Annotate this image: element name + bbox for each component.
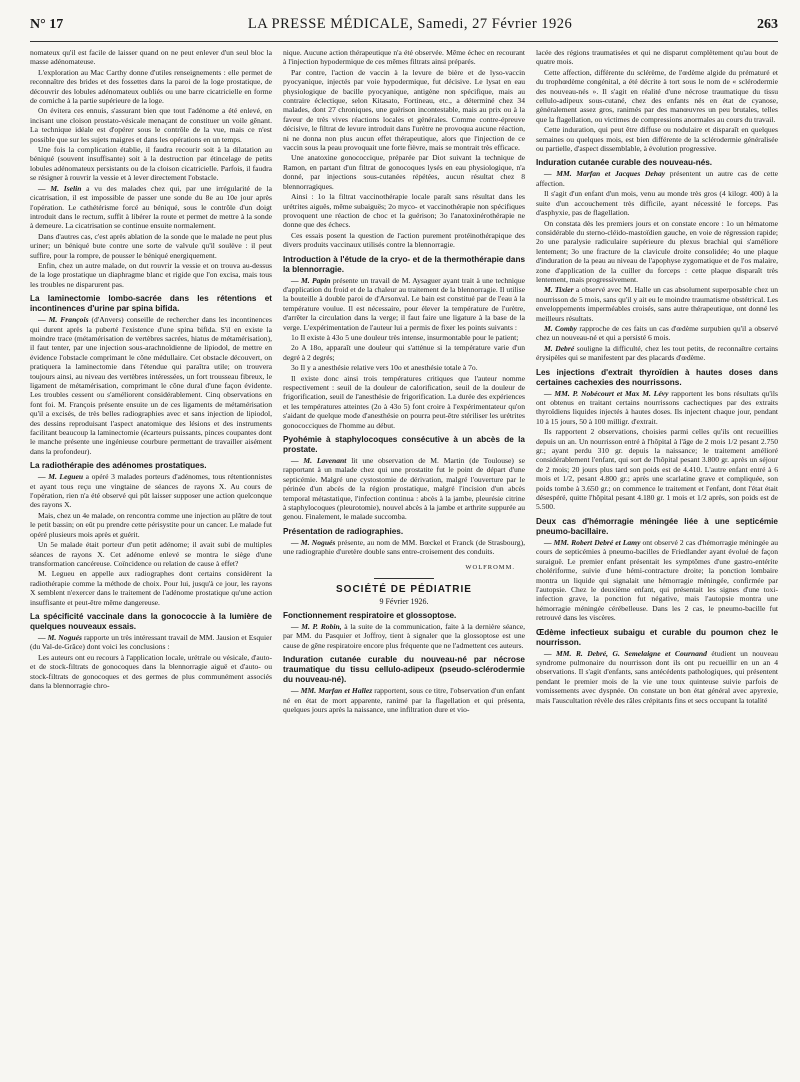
paragraph <box>536 389 778 427</box>
journal-title: LA PRESSE MÉDICALE, Samedi, 27 Février 1926 <box>247 16 573 32</box>
column-3 <box>536 48 778 1078</box>
page-header <box>30 16 778 42</box>
paragraph: Un 5e malade était porteur d'un petit adénome; il avait subi de multiples séances de rayons X. Cet adénome enlevé se montra le siège d'une transformation cancéreuse. Coïncidence ou relation de cause à effet? <box>30 540 272 568</box>
paragraph: nomateux qu'il est facile de laisser quand on ne peut enlever d'un seul bloc la masse adénomateuse. <box>30 48 272 67</box>
paragraph: On constata dès les premiers jours et on constate encore : 1o un hématome considérable du sterno-cléido-mastoïdien gauche, en voie de régression rapide; 2o une paralysie radiculaire supérieure du plexus brachial qui s'améliore lentement; 3o une fracture de la clavicule droite consolidée; 4o une plaque d'induration de la peau au niveau de l'apophyse zygomatique et de l'os malaire, zone d'application de la cuiller du forceps : cette plaque disparaît très lentement, mais progressivement. <box>536 218 778 284</box>
paragraph-text: a observé avec M. Halle un cas absolument superposable chez un nourrisson de 5 mois, sans qu'il y ait eu le moindre traumatisme obstétrical. Les enveloppements imperméables croisés, sans autre thérapeutique, ont donné les meilleurs résultats. <box>536 285 778 323</box>
paragraph <box>283 686 525 714</box>
paragraph-text: présente un travail de M. Aysaguer ayant trait à une technique d'application du froid et de la chaleur au traitement de la blennorragie. Il utilise la bouteille à double paroi de d'Arsonval. Le bain est constitué par de l'eau à la température voulue. Il est nécessaire, pour élever la température de l'urètre, d'arrêter la circulation dans la verge; il faut faire une ligature à la base de la verge. L'expérimentation de l'auteur lui a permis de fixer les points suivants : <box>283 275 525 332</box>
paragraph-text: rapportent, sous ce titre, l'observation d'un enfant né en état de mort apparente, ranimé par la flagellation et qui présenta, quelques jours après la naissance, une infiltration dure et vio- <box>283 686 525 714</box>
session-date: 9 Février 1926. <box>379 596 429 606</box>
column-2 <box>283 48 525 1078</box>
author: — MM. P. Nobécourt et Max M. Lévy <box>544 388 669 398</box>
author: — MM. R. Debré, G. Semelaigne et Cournand <box>544 648 707 658</box>
paragraph-text: ont observé 2 cas d'hémorragie méningée au cours de septicémies à pneumo-bacilles de Friedlander ayant évolué de façon suraiguë. Le premier enfant présentait les symptômes d'une gastro-entérite cholériforme, suivie d'une hémi-contracture droite; la ponction lombaire montra un liquide qui signalait une hémorragie méningée, confirmée par l'autopsie. Chez le deuxième enfant, qui présentait les signes d'une toxi-infection grave, la ponction fut négative, mais l'autopsie montra une hémorragie méningée cérébelleuse. Dans les 2 cas, le pneumo-bacille fut retrouvé dans les viscères. <box>536 537 778 623</box>
article-heading: Fonctionnement respiratoire et glossoptose. <box>283 610 457 620</box>
paragraph <box>283 456 525 522</box>
paragraph-text: rapportent les bons résultats qu'ils ont obtenus en traitant certains nourrissons cachectiques par des extraits thyroïdiens liquides injectés à hautes doses. Ils injectent chaque jour, pendant 10 à 15 jours, 50 à 100 milligr. d'extrait. <box>536 388 778 426</box>
column-1 <box>30 48 272 1078</box>
paragraph-text: rapproche de ces faits un cas d'œdème surpubien qu'il a observé chez un nouveau-né et qui a persisté 6 mois. <box>536 323 778 343</box>
divider <box>374 578 434 579</box>
paragraph: 2o A 18o, apparaît une douleur qui s'atténue si la température varie d'un degré à 2 degrés; <box>283 343 525 362</box>
article-heading: Présentation de radiographies. <box>283 526 404 536</box>
paragraph: Ces essais posent la question de l'action purement protéinothérapique des divers produits vaccinaux utilisés contre la blennorragie. <box>283 230 525 250</box>
article-heading: Les injections d'extrait thyroïdien à hautes doses dans certaines cachexies des nourrissons. <box>536 367 778 387</box>
article-heading: Deux cas d'hémorragie méningée liée à une septicémie pneumo-bacillaire. <box>536 516 778 536</box>
paragraph: Cette affection, différente du sclérème, de l'œdème algide du prématuré et du trophœdème congénital, a été décrite à tort sous le nom de « sclérodermie des nouveau-nés ». Il s'agit en réalité d'une nécrose traumatique du tissu cellulo-adipeux sous-cutané, chez des enfants nés en état de cyanose, généralement assez gros, ranimés par des manœuvres un peu brutales, telles que la flagellation, ou victimes de compressions anormales au cours du travail. <box>536 67 778 124</box>
author: M. Debré <box>544 343 575 353</box>
paragraph-text: étudient un nouveau syndrome pulmonaire du nourrisson dont ils ont pu recueillir en un an 4 observations. Il s'agit d'enfants, sans antécédents pathologiques, qui présentent pendant le premier mois de la vie une toux quinteuse suivie parfois de vomissements avec dyspnée. On constate un bon état général avec apyrexie, mais l'auscultation révèle des râles crépitants fins et secs occupant la totalité <box>536 648 778 705</box>
issue-number: N° 17 <box>30 17 64 32</box>
article-heading: Induration cutanée curable du nouveau-né par nécrose traumatique du tissu cellulo-adipeux (pseudo-sclérodermie du nouveau-né). <box>283 655 525 685</box>
paragraph: Il s'agit d'un enfant d'un mois, venu au monde très gros (4 kilogr. 400) à la suite d'un accouchement très difficile, ayant nécessité le forceps. Pas d'asphyxie, pas de flagellation. <box>536 189 778 218</box>
paragraph <box>536 649 778 705</box>
paragraph-text: présentent un autre cas de cette affection. <box>536 169 778 188</box>
paragraph <box>283 622 525 650</box>
paragraph: Ils rapportent 2 observations, choisies parmi celles qu'ils ont recueillies depuis un an. Un nourrisson entré à l'hôpital à l'âge de 2 mois 1/2 pesant 2.750 gr.; ayant perdu 310 gr. depuis la naissance; le traitement amélioré considérablement l'enfant, qui sort de l'hôpital pesant 3.800 gr. après un séjour de 2 mois; 20 jours plus tard son poids est de 4.410. L'autre enfant entré à 6 mois et 1/2, pesant 4.800 gr.; après une scarlatine grave et compliquée, son poids tombe à 3.650 gr.; on commence le traitement et l'enfant, dont l'état était désespéré, quitte l'hôpital pesant 4.180 gr. 1 mois et 1/2 après, son poids est de 5.500. <box>536 427 778 512</box>
signature: WOLFROMM. <box>465 563 515 571</box>
author: — MM. Marfan et Jacques Dehay <box>544 169 666 179</box>
paragraph <box>536 344 778 363</box>
author: — M. Nogués <box>38 632 82 642</box>
paragraph: L'exploration au Mac Carthy donne d'utiles renseignements : elle permet de reconnaître des brides et des fossettes dans la paroi de la loge prostatique, de découvrir des lobules adénomateux oubliés ou une barre cicatricielle en forme de corniche à la partie supérieure de la loge. <box>30 67 272 106</box>
paragraph-text: à la suite de la communication, faite à la dernière séance, par MM. du Pasquier et Joffroy, tient à signaler que la glossoptose est une cause de gêne respiratoire encore plus fréquente que ne l'admettent ces auteurs. <box>283 621 525 650</box>
author: M. Comby <box>544 323 577 333</box>
paragraph: M. Legueu en appelle aux radiographes dont certains considèrent la radiothérapie comme la méthode de choix. Pour lui, jusqu'à ce jour, les rayons X semblent n'exercer dans le traitement de l'adénome prostatique qu'une action insuffisante et peut-être même dangereuse. <box>30 569 272 607</box>
author: M. Tixier <box>544 285 574 295</box>
paragraph: Enfin, chez un autre malade, on dut rouvrir la vessie et on trouva au-dessus de la loge prostatique un diaphragme blanc et rigide que l'on excisa, mais tous les troubles ne disparurent pas. <box>30 260 272 289</box>
paragraph: On évitera ces ennuis, s'assurant bien que tout l'adénome a été enlevé, en incisant une cloison prostato-vésicale menaçant de constituer un voile gênant. La technique idéale est d'opérer sous le contrôle de la vue, mais ce n'est possible que sur les sujets maigres et dans les opérations en un temps. <box>30 106 272 144</box>
author: — M. Iselin <box>38 183 82 193</box>
author: — M. P. Robin, <box>291 621 342 631</box>
author: — MM. Marfan et Hallez <box>291 686 373 696</box>
paragraph: lacée des régions traumatisées et qui ne disparut complètement qu'au bout de quatre mois. <box>536 48 778 67</box>
author: — M. Lavenant <box>291 456 347 466</box>
paragraph: Ainsi : 1o la filtrat vaccinothérapie locale paraît sans résultat dans les urétrites aiguës, même subaiguës; 2o myco- et vaccinothérapie non spécifiques provoquent une réaction de choc et la guérison; 3o l'anatoxinérothérapie ne donne que des échecs. <box>283 192 525 230</box>
paragraph: Cette induration, qui peut être diffuse ou nodulaire et disparaît en quelques semaines ou quelques mois, est bien différente de la sclérodermie généralisée ou partielle, d'aspect dissemblable, à évolution progressive. <box>536 125 778 154</box>
paragraph: Une anatoxine gonococcique, préparée par Diot suivant la technique de Ramon, en partant d'un filtrat de gonocoques lysés en eau physiologique, n'a donné, par injections sous-cutanées répétées, aucun résultat chez 8 blennorragiques. <box>283 153 525 191</box>
paragraph: nique. Aucune action thérapeutique n'a été observée. Même échec en recourant à l'injection hypodermique de ces mêmes filtrats ainsi préparés. <box>283 48 525 67</box>
article-heading: La radiothérapie des adénomes prostatiques. <box>30 461 207 471</box>
paragraph: Les auteurs ont eu recours à l'application locale, urétrale ou vésicale, d'auto- et de stock-filtrats de gonocoques dans la blennorragie aiguë et d'auto- ou stock-filtrats de gonocoques et des germes de plus communément associés dans la blennorragie chro- <box>30 652 272 690</box>
paragraph: 3o Il y a anesthésie relative vers 10o et anesthésie totale à 7o. <box>291 363 478 373</box>
article-heading: Induration cutanée curable des nouveau-nés. <box>536 158 713 168</box>
paragraph: Par contre, l'action de vaccin à la levure de bière et de lyso-vaccin pyocyanique, injectés par voie hypodermique, fut décisive. Le lysat en eau physiologique de bacille pyocyanique, antigène non spécifique, mais au contraire éclectique, selon Kitasato, Fortineau, etc., a déterminé chez 34 malades, dont 27 chroniques, une guérison incontestable, mais au prix ou à la faveur de très vives réactions locales et générales. Comme contre-épreuve décisive, le filtrat de levure introduit dans l'urètre ne provoqua aucune réaction, ni ne donna non plus aucun effet thérapeutique, alors que l'injection de ce vaccin sous la peau provoquait une forte fièvre, mais se montrait très efficace. <box>283 67 525 153</box>
author: — M. Papin <box>291 275 331 285</box>
author: — M. Legueu <box>38 472 84 482</box>
author: — MM. Robert Debré et Lamy <box>544 537 641 547</box>
article-heading: La laminectomie lombo-sacrée dans les rétentions et incontinences d'urine par spina bifida. <box>30 294 272 314</box>
paragraph <box>283 538 525 557</box>
columns <box>30 48 778 1078</box>
paragraph <box>536 169 778 188</box>
paragraph-text: a opéré 3 malades porteurs d'adénomes, tous rétentionnistes et ayant tous reçu une vingtaine de séances de rayons X. Au cours de l'opération, rien n'a été observé qui pût laisser supposer une action quelconque des rayons X. <box>30 472 272 510</box>
paragraph: 1o Il existe à 43o 5 une douleur très intense, insurmontable pour le patient; <box>291 332 519 342</box>
paragraph-text: rapporte un très intéressant travail de MM. Jausion et Esquier (du Val-de-Grâce) dont voici les conclusions : <box>30 632 272 652</box>
paragraph: Mais, chez un 4e malade, on rencontra comme une injection au plâtre de tout le petit bassin; on eût pu prendre cette périsystite pour un cancer. Le malade fut opéré plusieurs mois après et guérit. <box>30 510 272 539</box>
paragraph <box>30 315 272 456</box>
society-heading: SOCIÉTÉ DE PÉDIATRIE <box>336 584 472 596</box>
paragraph <box>30 633 272 652</box>
paragraph <box>536 538 778 623</box>
article-heading: Pyohémie à staphylocoques consécutive à un abcès de la prostate. <box>283 435 525 455</box>
paragraph <box>536 324 778 343</box>
paragraph: Il existe donc ainsi trois températures critiques que l'auteur nomme respectivement : seuil de la douleur de calorification, seuil de la douleur de frigorification, seuil de l'anesthésie de frigorification. La durée des expériences et les températures atteintes (2o à 43o 5) font croire à l'expérimentateur qu'on s'aidant de quelque mode d'anesthésie on pourra peut-être stériliser les urétrites gonococciques de l'homme au début. <box>283 373 525 430</box>
paragraph <box>536 285 778 323</box>
paragraph-text: souligne la difficulté, chez les tout petits, de reconnaître certains érysipèles qui se manifestent par des placards d'œdème. <box>536 343 778 363</box>
paragraph <box>283 276 525 332</box>
paragraph-text: a vu des malades chez qui, par une irrégularité de la cicatrisation, il est impossible de passer une sonde du 8e au 10e jour après l'opération. Le cathétérisme forcé au béniqué, sous le contrôle d'un doigt introduit dans le rectum, suffit à libérer la route et permet de mettre à la sonde à demeure. La cicatrisation se continue ensuite normalement. <box>30 183 272 231</box>
article-heading: Introduction à l'étude de la cryo- et de la thermothérapie dans la blennorragie. <box>283 254 525 274</box>
paragraph: Une fois la complication établie, il faudra recourir soit à la dilatation au béniqué (souvent insuffisante) soit à la destruction par étincelage de petits lobules adénomateux persistants ou de la cloison cicatricielle. Parfois, il faudra se résigner à rouvrir la vessie et à lever directement l'obstacle. <box>30 145 272 183</box>
paragraph-text: (d'Anvers) conseille de rechercher dans les incontinences qui durent après la puberté l'existence d'une spina bifida. S'il en existe la moindre trace (métamérisation de vertèbres sacrées, hiatus de métamérisation), il faut tenter, par une injection sous-arachnoïdienne de lipiodol, de mettre en évidence l'obstacle comprimant le cône médullaire. Cet obstacle découvert, on pratiquera la laminectomie dans l'étendue qui paraîtra utile; on trouvera toujours ainsi, au niveau des vertèbres intéressées, un fort trousseau fibreux, le ligament de métamérisation, comprimant le cône dural d'une façon évidente. Les troubles cessent ou s'améliorent considérablement. Cinq observations en font foi. M. François présente ensuite un de ces ligaments de métamérisation qu'il a excisés, de très belles radiographies avec et sans injection de lipiodol, des dessins reproduisant l'aspect anatomique des lésions et des instruments facilitant beaucoup la laminectomie (écarteurs puissants, pinces coupantes dont le manche présente une ingénieuse courbure permettant de travailler aisément dans la profondeur). <box>30 315 272 456</box>
paragraph <box>30 472 272 510</box>
paragraph-text: présente, au nom de MM. Bœckel et Franck (de Strasbourg), une radiographie d'uretère double sans entre-croisement des conduits. <box>283 537 525 557</box>
page-number: 263 <box>756 17 778 32</box>
paragraph-text: lit une observation de M. Martin (de Toulouse) se rapportant à un malade chez qui une prostatite fut le point de départ d'une septicémie. Malgré une cystostomie de dérivation, malgré l'ouverture par le périnée d'un abcès de la région prostatique, malgré l'incision d'un abcès temporal métastatique, l'infection continua : abcès à la jambe, pleurésie citrine à staphylocoques (pleurotomie), nouvel abcès à la jambe et arthrite suppurée au genou. Finalement, le malade succomba. <box>283 456 525 522</box>
article-heading: La spécificité vaccinale dans la gonococcie à la lumière de quelques nouveaux essais. <box>30 611 272 631</box>
paragraph <box>30 184 272 231</box>
paragraph: Dans d'autres cas, c'est après ablation de la sonde que le malade ne peut plus uriner; un béniqué bute contre une sorte de valvule qu'il soulève : il peut suffire, pour la rompre, de pousser le béniqué energiquement. <box>30 231 272 260</box>
author: — M. François <box>38 315 89 325</box>
article-heading: Œdème infectieux subaigu et curable du poumon chez le nourrisson. <box>536 627 778 647</box>
author: — M. Nogués <box>291 537 336 547</box>
